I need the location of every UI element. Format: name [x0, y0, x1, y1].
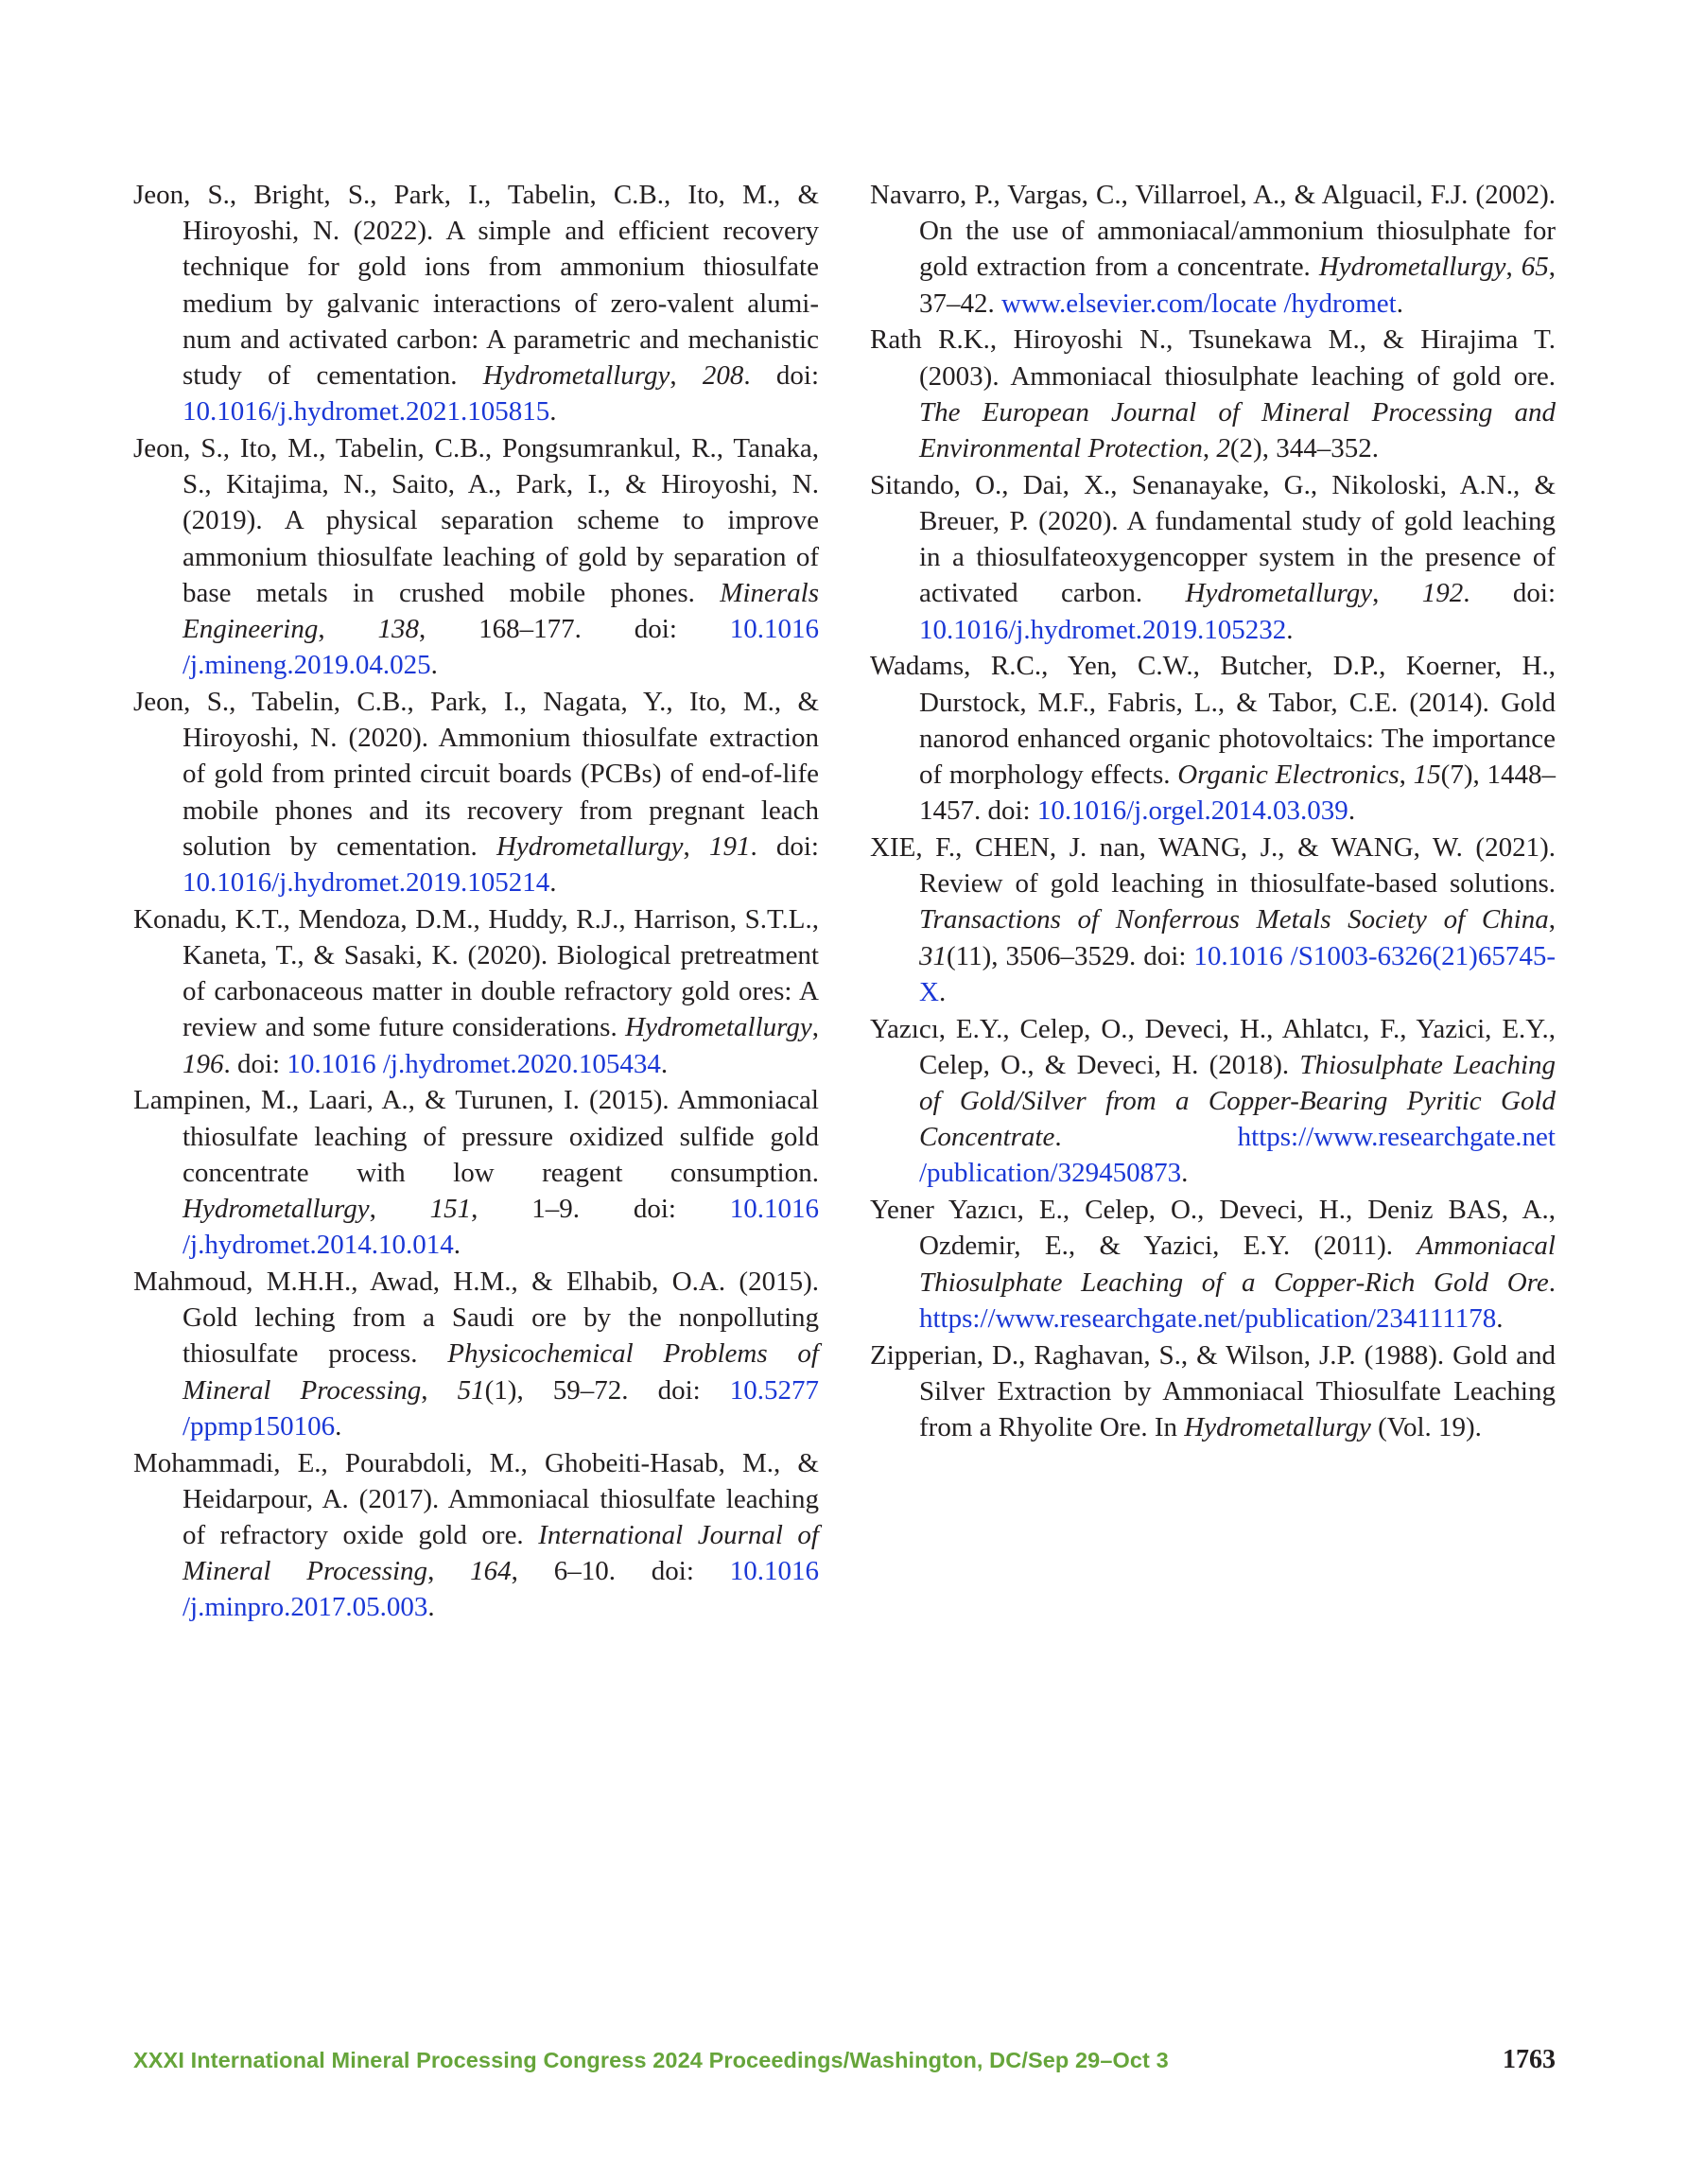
reference-text: . doi:	[750, 830, 819, 862]
reference-doi-link[interactable]: 10.1016 /j.mineng.2019.04.025	[183, 614, 820, 681]
reference-italic-text: 192	[1421, 578, 1464, 609]
reference-italic-text: 164	[470, 1556, 512, 1587]
reference-text: .	[549, 396, 557, 428]
reference-italic-text: Thiosulphate Leaching of Gold/Silver from a Copper-Bearing Pyritic Gold Concentrate	[919, 1049, 1557, 1153]
reference-text: Wadams, R.C., Yen, C.W., Butcher, D.P., Koerner, H., Durstock, M.F., Fabris, L., & Tabor, C.E. (2014). Gold nanorod enhanced organic photovoltaics: The importance of morphology effects.	[870, 651, 1556, 791]
reference-text: (Vol. 19).	[1370, 1412, 1482, 1443]
reference-text: .	[1548, 1267, 1556, 1298]
reference-column-right	[870, 177, 1556, 1445]
reference-doi-link[interactable]: 10.1016/j.hydromet.2019.105214	[183, 867, 550, 899]
reference-entry	[870, 322, 1556, 466]
reference-doi-link[interactable]: 10.1016 /j.hydromet.2020.105434	[287, 1048, 661, 1079]
reference-doi-link[interactable]: 10.1016 /S1003-6326(21)65745-X	[919, 940, 1556, 1007]
reference-text: Jeon, S., Tabelin, C.B., Park, I., Nagata, Y., Ito, M., & Hiroyoshi, N. (2020). Ammonium thiosulfate extraction of gold from printed circuit boards (PCBs) of end-of-life mobile phones and its recovery from pregnant leach solution by cementation.	[133, 687, 819, 862]
reference-doi-link[interactable]: 10.1016/j.orgel.2014.03.039	[1036, 795, 1348, 827]
reference-entry	[133, 684, 819, 900]
reference-italic-text: Hydrometallurgy	[625, 1012, 812, 1043]
reference-text: .	[660, 1048, 669, 1079]
reference-doi-link[interactable]: https://www.researchgate.net /publication/329450873	[919, 1122, 1556, 1189]
reference-entry	[870, 648, 1556, 829]
reference-italic-text: 151	[429, 1194, 472, 1225]
reference-text: ,	[1399, 760, 1414, 791]
reference-text: ,	[421, 1374, 458, 1406]
reference-text: (11), 3506–3529. doi:	[947, 940, 1194, 971]
reference-doi-link[interactable]: 10.1016 /j.minpro.2017.05.003	[183, 1556, 819, 1623]
reference-italic-text: 51	[457, 1374, 485, 1406]
reference-text: , 1–9. doi:	[471, 1194, 730, 1225]
reference-text: . doi:	[223, 1048, 287, 1079]
reference-text: . doi:	[743, 360, 820, 392]
reference-entry	[133, 901, 819, 1082]
reference-doi-link[interactable]: 10.1016/j.hydromet.2021.105815	[183, 396, 550, 428]
reference-text: .	[430, 650, 438, 681]
reference-entry	[870, 830, 1556, 1010]
reference-text: ,	[1548, 904, 1556, 935]
reference-italic-text: Hydrometallurgy	[496, 830, 684, 862]
reference-text: Jeon, S., Ito, M., Tabelin, C.B., Pongsumrankul, R., Tanaka, S., Kitajima, N., Saito, A., Park, I., & Hiroyoshi, N. (2019). A physical separation scheme to improve ammonium thiosulfate leaching of gold by separation of base metals in crushed mobile phones.	[133, 433, 819, 608]
page-footer	[133, 2045, 1556, 2086]
reference-text: Sitando, O., Dai, X., Senanayake, G., Nikoloski, A.N., & Breuer, P. (2020). A fundamental study of gold leaching in a thiosulfateoxygencopper system in the presence of activated carbon.	[870, 469, 1556, 609]
reference-entry	[133, 1082, 819, 1263]
reference-text: Yazıcı, E.Y., Celep, O., Deveci, H., Ahlatcı, F., Yazici, E.Y., Celep, O., & Deveci, H. (2018).	[870, 1013, 1556, 1080]
reference-italic-text: Physicochemical Problems of Mineral Processing	[183, 1338, 819, 1406]
reference-entry	[133, 1445, 819, 1626]
reference-text: , 6–10. doi:	[511, 1556, 730, 1587]
reference-text: ,	[683, 830, 709, 862]
reference-text: .	[427, 1592, 435, 1623]
reference-text: .	[335, 1410, 342, 1441]
reference-italic-text: Hydrometallurgy	[482, 360, 670, 392]
reference-text: ,	[1202, 433, 1217, 464]
reference-text: Navarro, P., Vargas, C., Villarroel, A., & Alguacil, F.J. (2002). On the use of ammoniacal/ammonium thiosulphate for gold extraction from a concentrate.	[870, 180, 1556, 283]
reference-italic-text: Ammoniacal Thiosulphate Leaching of a Copper-Rich Gold Ore	[919, 1231, 1556, 1298]
reference-italic-text: 138	[377, 614, 419, 645]
reference-text: .	[1348, 795, 1356, 827]
page-number: 1763	[1503, 2045, 1556, 2074]
reference-italic-text: 15	[1413, 760, 1441, 791]
reference-text: .	[1286, 614, 1294, 645]
reference-text: (2), 344–352.	[1229, 433, 1379, 464]
reference-text: .	[1396, 288, 1403, 319]
reference-text: ,	[811, 1012, 819, 1043]
reference-text: , 37–42.	[919, 252, 1556, 319]
reference-entry	[870, 467, 1556, 648]
reference-italic-text: 31	[919, 940, 947, 971]
reference-text: .	[938, 976, 947, 1007]
reference-text: ,	[427, 1556, 471, 1587]
reference-text: ,	[670, 360, 703, 392]
reference-entry	[870, 1192, 1556, 1337]
reference-entry	[870, 1011, 1556, 1192]
reference-text: Lampinen, M., Laari, A., & Turunen, I. (2015). Ammoniacal thiosulfate leaching of pressure oxidized sulfide gold concentrate with low reagent consumption.	[133, 1085, 819, 1188]
reference-doi-link[interactable]: 10.5277 /ppmp150106	[183, 1374, 820, 1441]
reference-text: .	[1054, 1122, 1238, 1153]
reference-text: .	[549, 867, 557, 899]
reference-text: . doi:	[1463, 578, 1556, 609]
reference-text: .	[453, 1230, 461, 1261]
reference-italic-text: Minerals Engineering	[183, 577, 819, 645]
reference-italic-text: 65	[1521, 252, 1549, 283]
reference-doi-link[interactable]: 10.1016 /j.hydromet.2014.10.014	[183, 1194, 819, 1261]
reference-text: (1), 59–72. doi:	[484, 1374, 730, 1406]
reference-text: Mahmoud, M.H.H., Awad, H.M., & Elhabib, O.A. (2015). Gold leching from a Saudi ore by the nonpolluting thiosulfate process.	[133, 1267, 819, 1370]
reference-text: (7), 1448–1457. doi:	[919, 760, 1556, 827]
reference-italic-text: 208	[702, 360, 744, 392]
reference-text: XIE, F., CHEN, J. nan, WANG, J., & WANG, W. (2021). Review of gold leaching in thiosulfate-based solutions.	[870, 832, 1556, 900]
reference-entry	[133, 430, 819, 683]
reference-italic-text: Hydrometallurgy	[1184, 1412, 1371, 1443]
reference-doi-link[interactable]: https://www.researchgate.net/publication/234111178	[919, 1302, 1497, 1334]
reference-text: Konadu, K.T., Mendoza, D.M., Huddy, R.J., Harrison, S.T.L., Kaneta, T., & Sasaki, K. (2020). Biological pretreatment of carbonaceous matter in double refractory gold ores: A review and some future considerations.	[133, 903, 819, 1043]
reference-text: Mohammadi, E., Pourabdoli, M., Ghobeiti-Hasab, M., & Heidarpour, A. (2017). Ammoniacal thiosulfate leaching of refractory oxide gold ore.	[133, 1447, 819, 1551]
reference-italic-text: Hydrometallurgy	[1185, 578, 1373, 609]
reference-text: ,	[1505, 252, 1522, 283]
reference-text: ,	[369, 1194, 430, 1225]
reference-text: Zipperian, D., Raghavan, S., & Wilson, J.P. (1988). Gold and Silver Extraction by Ammoniacal Thiosulfate Leaching from a Rhyolite Ore. In	[870, 1339, 1556, 1443]
reference-doi-link[interactable]: 10.1016/j.hydromet.2019.105232	[919, 614, 1287, 645]
reference-text: ,	[318, 614, 378, 645]
reference-text: Yener Yazıcı, E., Celep, O., Deveci, H., Deniz BAS, A., Ozdemir, E., & Yazici, E.Y. (2011).	[870, 1195, 1556, 1262]
reference-doi-link[interactable]: www.elsevier.com/locate /hydromet	[1001, 288, 1397, 319]
reference-italic-text: 196	[183, 1048, 224, 1079]
reference-text: , 168–177. doi:	[419, 614, 730, 645]
reference-italic-text: The European Journal of Mineral Processing and Environmental Protection	[919, 396, 1556, 464]
reference-italic-text: Hydrometallurgy	[1318, 252, 1506, 283]
reference-italic-text: 191	[708, 830, 751, 862]
reference-italic-text: Organic Electronics	[1177, 760, 1400, 791]
footer-proceedings-title: XXXI International Mineral Processing Congress 2024 Proceedings/Washington, DC/Sep 29–Oct 3	[133, 2048, 1169, 2072]
reference-entry	[133, 177, 819, 429]
reference-column-left	[133, 177, 819, 1626]
reference-italic-text: 2	[1216, 433, 1230, 464]
reference-text: .	[1496, 1302, 1504, 1334]
reference-entry	[133, 1264, 819, 1444]
reference-text: ,	[1372, 578, 1422, 609]
reference-italic-text: Transactions of Nonferrous Metals Society of China	[919, 904, 1549, 935]
reference-text: Jeon, S., Bright, S., Park, I., Tabelin, C.B., Ito, M., & Hiroyoshi, N. (2022). A simple and efficient recovery technique for gold ions from ammonium thiosulfate medium by galvanic interactions of zero-valent aluminum and activated carbon: A parametric and mechanistic study of cementation.	[133, 180, 819, 392]
reference-italic-text: International Journal of Mineral Processing	[183, 1520, 819, 1587]
reference-text: Rath R.K., Hiroyoshi N., Tsunekawa M., & Hirajima T. (2003). Ammoniacal thiosulphate leaching of gold ore.	[870, 324, 1556, 392]
reference-text: .	[1181, 1158, 1189, 1189]
reference-entry	[870, 177, 1556, 322]
reference-italic-text: Hydrometallurgy	[183, 1194, 370, 1225]
reference-entry	[870, 1337, 1556, 1446]
